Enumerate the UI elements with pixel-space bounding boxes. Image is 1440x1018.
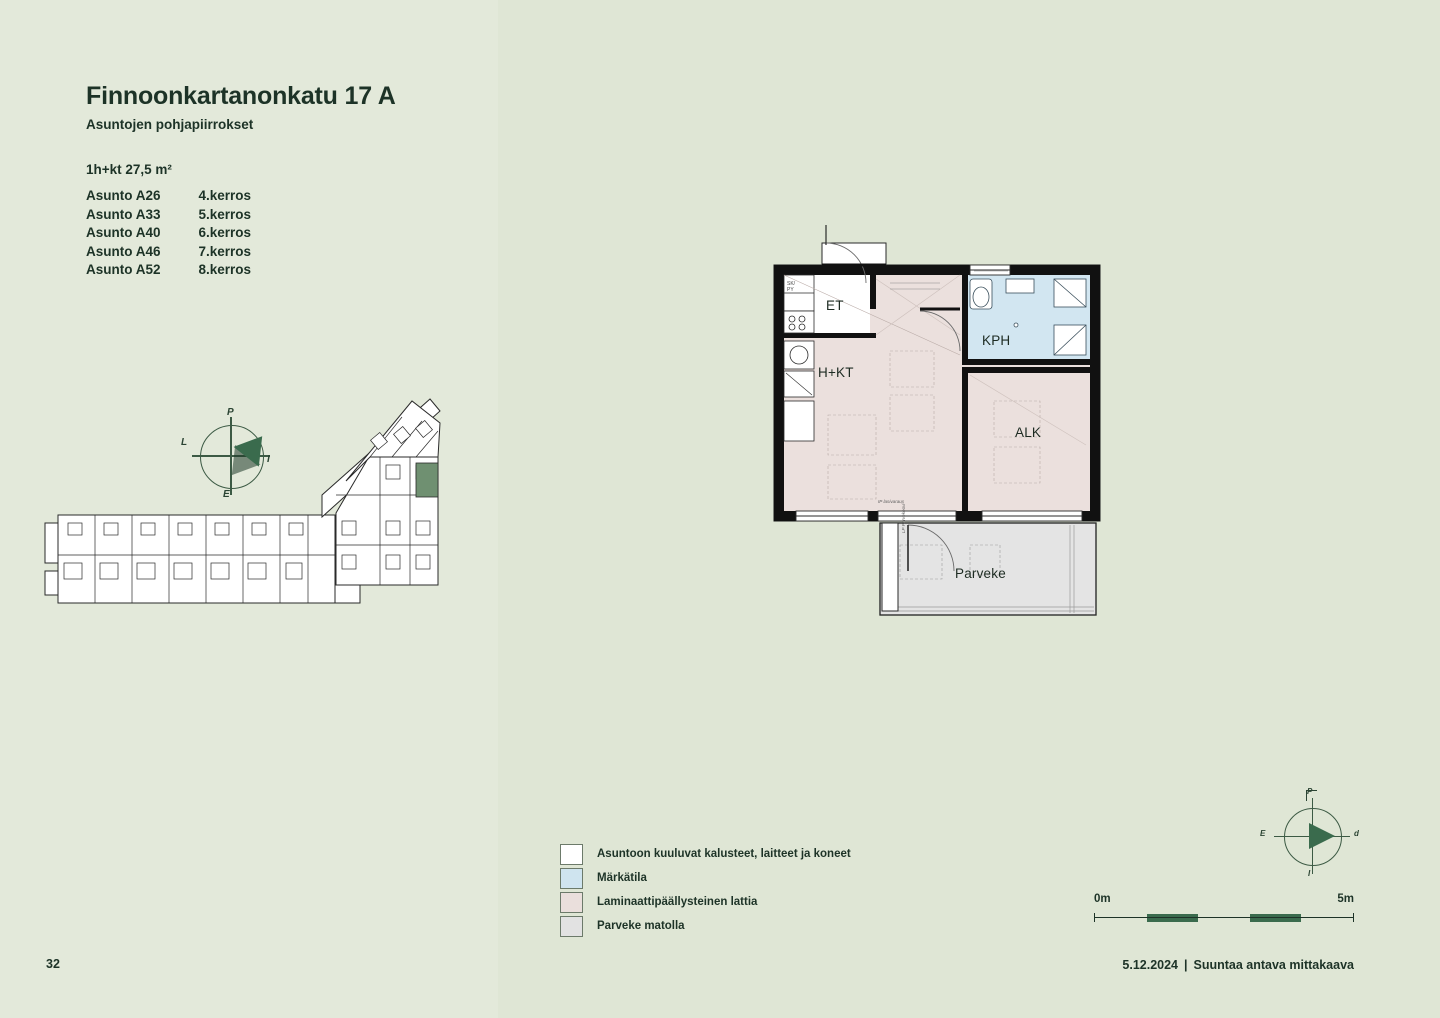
plan-compass (1260, 787, 1372, 882)
scale-bar-graphic (1094, 913, 1354, 922)
list-item (86, 262, 251, 281)
apartment-floor: 7.kerros (198, 243, 252, 259)
apartment-floor: 5.kerros (198, 206, 252, 222)
apartment-name: Asunto A40 (86, 225, 161, 240)
compass-label-south: E (223, 489, 230, 500)
page-title: Finnoonkartanonkatu 17 A (86, 82, 396, 110)
scale-segment-2 (1250, 914, 1302, 922)
apartment-floor: 4.kerros (198, 188, 252, 203)
apartment-name: Asunto A46 (86, 243, 161, 259)
list-item (86, 207, 251, 226)
scale-max-label: 5m (1337, 893, 1354, 905)
legend-swatch-laminate (560, 892, 583, 913)
legend-swatch-balcony (560, 916, 583, 937)
legend-item-balcony (560, 914, 980, 938)
room-label-alk: ALK (1015, 425, 1042, 440)
legend-label-laminate: Laminaattipäällysteinen lattia (597, 896, 758, 908)
footer-date: 5.12.2024 (1122, 958, 1178, 972)
legend (560, 842, 980, 938)
apartment-type-label: 1h+kt 27,5 m² (86, 162, 172, 177)
footer-scale-note: Suuntaa antava mittakaava (1193, 958, 1354, 972)
plan-compass-label-south: I (1308, 869, 1311, 878)
site-compass (182, 405, 302, 510)
apartment-list (86, 188, 251, 281)
plan-compass-label-east: d (1354, 829, 1359, 838)
legend-item-wetroom (560, 866, 980, 890)
compass-label-west: L (181, 437, 188, 448)
closet-label-py: PY (787, 287, 794, 293)
legend-label-furniture: Asuntoon kuuluvat kalusteet, laitteet ja koneet (597, 848, 851, 860)
room-label-et: ET (826, 298, 844, 313)
scale-min-label: 0m (1094, 893, 1111, 905)
floorplan-drawing (770, 215, 1130, 625)
compass-label-north: P (227, 407, 234, 418)
plan-compass-label-west: E (1260, 829, 1266, 838)
legend-swatch-furniture (560, 844, 583, 865)
apartment-name: Asunto A52 (86, 262, 161, 277)
compass-label-east: I (267, 454, 270, 465)
scale-segment-1 (1147, 914, 1199, 922)
page-number: 32 (46, 957, 60, 971)
room-label-parveke: Parveke (955, 566, 1006, 581)
apartment-name: Asunto A26 (86, 188, 161, 203)
footer-separator: | (1184, 958, 1188, 972)
plan-compass-label-north: P (1307, 787, 1313, 796)
note-ip-lasivaraus: IP lasivaraus (878, 499, 905, 504)
footer-note (1122, 958, 1354, 972)
note-lp-parvekeovi: LP Parvekeovi (901, 503, 906, 533)
page-subtitle: Asuntojen pohjapiirrokset (86, 117, 254, 132)
legend-item-furniture (560, 842, 980, 866)
room-label-kph: KPH (982, 333, 1011, 348)
legend-swatch-wetroom (560, 868, 583, 889)
plan-compass-arrow-icon (1309, 823, 1335, 849)
closet-label-ski: SK/ (787, 281, 796, 287)
legend-label-wetroom: Märkätila (597, 872, 647, 884)
list-item (86, 225, 251, 244)
legend-item-laminate (560, 890, 980, 914)
apartment-floor: 6.kerros (198, 225, 252, 240)
list-item (86, 188, 251, 207)
list-item (86, 244, 251, 263)
legend-label-balcony: Parveke matolla (597, 920, 685, 932)
apartment-floor: 8.kerros (198, 262, 252, 277)
apartment-name: Asunto A33 (86, 206, 161, 222)
room-label-hkt: H+KT (818, 365, 854, 380)
scale-bar (1094, 893, 1354, 922)
